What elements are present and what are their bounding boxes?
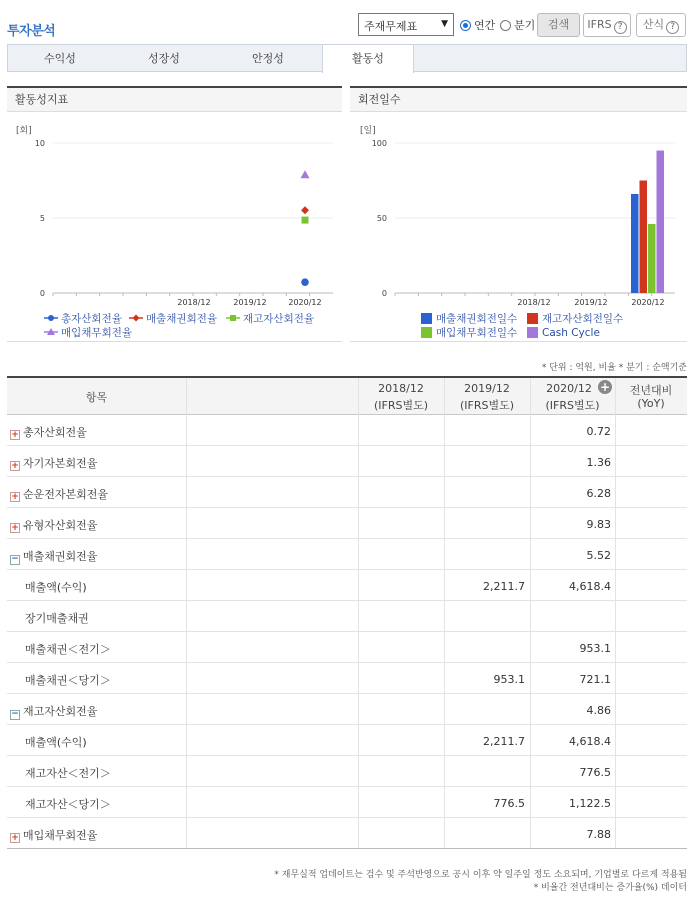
footnote-yoy: * 비율간 전년대비는 증가율(%) 데이터	[533, 883, 687, 893]
column-header-item: 항목	[85, 391, 108, 404]
row-label-text[interactable]: 자기자본회전율	[23, 457, 98, 470]
legend-swatch	[527, 327, 538, 338]
row-label-text: 재고자산＜당기＞	[25, 798, 111, 811]
row-label	[10, 455, 97, 471]
row-label	[25, 579, 87, 595]
row-label-text[interactable]: 매입채무회전율	[23, 829, 98, 842]
row-label-text: 매출채권＜전기＞	[25, 643, 111, 656]
row-label	[10, 827, 97, 843]
bar	[648, 224, 656, 293]
table-row	[7, 600, 687, 631]
row-label-text: 재고자산＜전기＞	[25, 767, 111, 780]
radio-annual-label: 연간	[474, 19, 496, 32]
bar	[631, 194, 639, 293]
y-unit-label: [회]	[16, 126, 32, 136]
legend-square-marker	[230, 315, 236, 321]
statement-type-select[interactable]	[358, 13, 454, 36]
cell-2020: 9.83	[586, 518, 611, 531]
expand-plus-icon[interactable]: +	[11, 833, 19, 843]
legend-label: 재고자산회전율	[243, 313, 315, 325]
cell-2020: 6.28	[586, 487, 611, 500]
radio-annual[interactable]	[460, 17, 495, 33]
cell-2020: 1.36	[586, 456, 611, 469]
formula-help-button[interactable]	[636, 13, 686, 37]
activity-indicator-chart	[16, 124, 333, 339]
cell-2020: 4.86	[586, 704, 611, 717]
cell-2019: 2,211.7	[483, 735, 525, 748]
cell-2020: 5.52	[586, 549, 611, 562]
row-label	[10, 486, 108, 502]
expand-plus-icon[interactable]: +	[11, 430, 19, 440]
radio-checked-icon	[460, 20, 471, 31]
column-header-2020: 2020/12	[546, 382, 592, 395]
legend-label: 재고자산회전일수	[542, 313, 624, 325]
search-button[interactable]: 검색	[537, 13, 580, 37]
y-tick-label: 0	[381, 289, 387, 298]
category-tabs	[7, 44, 687, 72]
charts-canvas	[0, 112, 697, 342]
table-top-border	[7, 376, 687, 378]
column-header-2019: 2019/12	[464, 382, 510, 395]
cell-2020: 776.5	[579, 766, 611, 779]
row-label	[10, 548, 97, 565]
legend-swatch	[527, 313, 538, 324]
question-icon: ?	[614, 21, 627, 34]
ifrs-label: IFRS	[587, 18, 612, 31]
row-label-text[interactable]: 순운전자본회전율	[23, 488, 109, 501]
row-divider	[7, 848, 687, 849]
expand-columns-icon[interactable]: +	[599, 380, 611, 394]
x-tick-label: 2020/12	[631, 298, 665, 307]
data-point-circle	[301, 278, 309, 286]
row-label-text: 장기매출채권	[25, 612, 89, 625]
collapse-minus-icon[interactable]: −	[11, 554, 19, 564]
x-tick-label: 2020/12	[288, 298, 322, 307]
data-point-diamond	[301, 206, 309, 214]
row-label-text[interactable]: 매출채권회전율	[23, 550, 98, 563]
bar	[657, 151, 665, 294]
y-tick-label: 10	[34, 139, 45, 148]
data-point-triangle	[301, 170, 310, 178]
row-label-text[interactable]: 유형자산회전율	[23, 519, 98, 532]
column-header-2018: 2018/12	[378, 382, 424, 395]
bar	[640, 181, 648, 294]
x-tick-label: 2018/12	[517, 298, 551, 307]
legend-label: 매입채무회전일수	[436, 327, 518, 339]
activity-indicator-panel-title: 활동성지표	[7, 86, 342, 112]
cell-2019: 2,211.7	[483, 580, 525, 593]
y-unit-label: [일]	[360, 126, 376, 136]
formula-label: 산식	[642, 18, 665, 31]
legend-diamond-marker	[133, 315, 140, 322]
row-label-text: 매출채권＜당기＞	[25, 674, 111, 687]
column-header-2018-sub: (IFRS별도)	[373, 399, 429, 412]
legend-label: Cash Cycle	[542, 327, 600, 339]
column-header-2020-sub: (IFRS별도)	[545, 399, 600, 412]
row-label	[10, 703, 97, 720]
radio-unchecked-icon	[500, 20, 511, 31]
cell-2019: 776.5	[493, 797, 525, 810]
legend-swatch	[421, 327, 432, 338]
statement-type-value: 주재무제표	[364, 20, 418, 33]
legend-label: 매출채권회전율	[146, 313, 218, 325]
row-label-text: 매출액(수익)	[25, 736, 87, 749]
legend-circle-marker	[48, 315, 54, 321]
legend-label: 매출채권회전일수	[436, 313, 518, 325]
radio-quarter[interactable]	[500, 17, 535, 33]
collapse-minus-icon[interactable]: −	[11, 709, 19, 719]
legend-label: 매입채무회전율	[61, 327, 133, 339]
row-label-text: 매출액(수익)	[25, 581, 87, 594]
ifrs-help-button[interactable]	[583, 13, 631, 37]
row-label-text[interactable]: 재고자산회전율	[23, 705, 98, 718]
column-header-2019-sub: (IFRS별도)	[459, 399, 515, 412]
y-tick-label: 50	[376, 214, 387, 223]
legend-swatch	[421, 313, 432, 324]
cell-2020: 721.1	[579, 673, 611, 686]
expand-plus-icon[interactable]: +	[11, 461, 19, 471]
row-label	[25, 610, 89, 626]
cell-2020: 953.1	[579, 642, 611, 655]
row-label	[25, 641, 111, 657]
data-point-square	[302, 217, 309, 224]
footnote-update: * 재무실적 업데이트는 검수 및 주석반영으로 공시 이후 약 일주일 정도 소요되며, 기업별로 다르게 적용됨	[274, 870, 687, 880]
unit-note: * 단위 : 억원, 비율 * 분기 : 순액기준	[541, 363, 687, 373]
chevron-down-icon: ▼	[441, 19, 448, 29]
row-label	[10, 517, 97, 533]
row-label	[25, 672, 111, 688]
row-label	[25, 796, 111, 812]
row-label	[25, 734, 87, 750]
radio-quarter-label: 분기	[514, 19, 536, 32]
tab-stability[interactable]: 안정성	[252, 52, 284, 65]
column-header-yoy: 전년대비	[629, 384, 673, 397]
page-title: 투자분석	[7, 24, 56, 39]
row-label	[10, 424, 87, 440]
expand-plus-icon[interactable]: +	[11, 492, 19, 502]
y-tick-label: 100	[371, 139, 387, 148]
x-tick-label: 2019/12	[233, 298, 267, 307]
y-tick-label: 5	[39, 214, 45, 223]
tab-activity[interactable]: 활동성	[322, 45, 414, 73]
tab-profitability[interactable]: 수익성	[44, 52, 76, 65]
x-tick-label: 2019/12	[574, 298, 608, 307]
cell-2019: 953.1	[493, 673, 525, 686]
question-icon: ?	[666, 21, 679, 34]
cell-2020: 1,122.5	[569, 797, 611, 810]
cell-2020: 0.72	[586, 425, 611, 438]
row-label	[25, 765, 111, 781]
cell-2020: 4,618.4	[569, 735, 611, 748]
expand-plus-icon[interactable]: +	[11, 523, 19, 533]
tab-growth[interactable]: 성장성	[148, 52, 180, 65]
column-header-yoy-sub: (YoY)	[637, 397, 665, 410]
cell-2020: 7.88	[586, 828, 611, 841]
y-tick-label: 0	[39, 289, 45, 298]
legend-label: 총자산회전율	[61, 313, 122, 325]
row-label-text[interactable]: 총자산회전율	[23, 426, 87, 439]
x-tick-label: 2018/12	[177, 298, 211, 307]
cell-2020: 4,618.4	[569, 580, 611, 593]
turnover-days-chart	[360, 124, 675, 339]
turnover-days-panel-title: 회전일수	[350, 86, 687, 112]
